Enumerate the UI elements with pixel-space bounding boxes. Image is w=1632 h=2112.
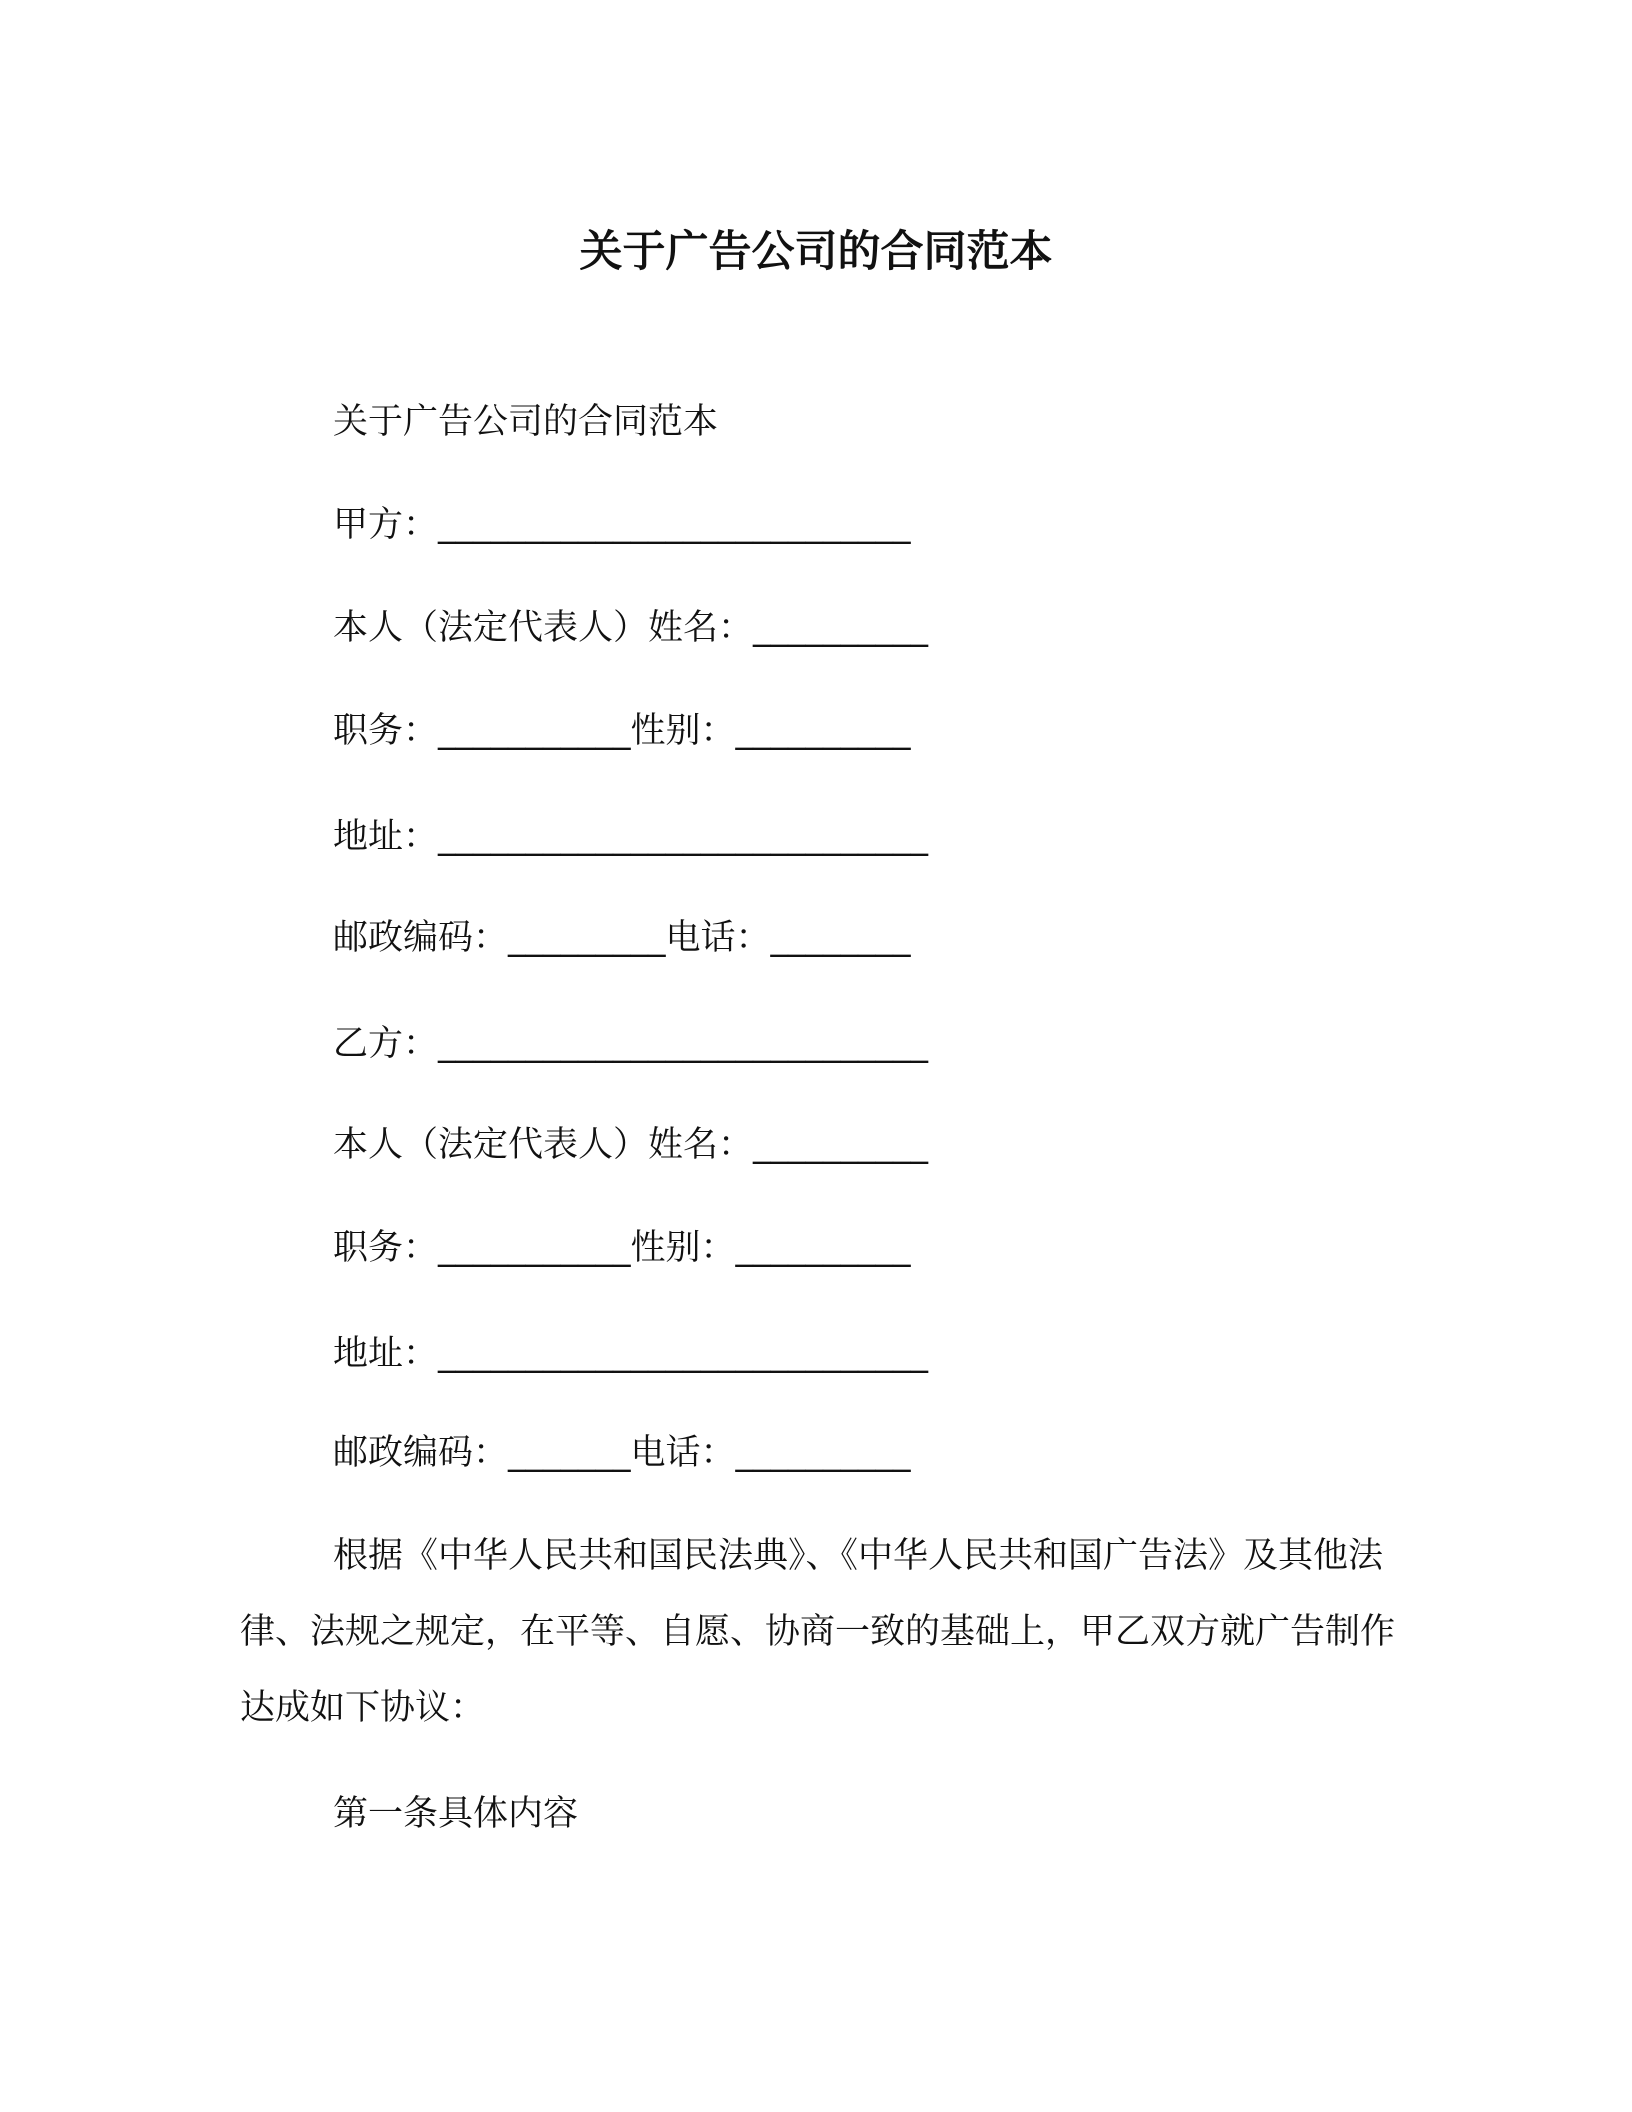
party-b-representative-line: 本人（法定代表人）姓名：__________ [333, 1125, 929, 1165]
party-a-address-line: 地址：____________________________ [333, 817, 929, 857]
article-1-heading: 第一条具体内容 [333, 1794, 579, 1834]
preamble-paragraph: 根据《中华人民共和国民法典》、《中华人民共和国广告法》及其他法律、法规之规定，在平等、自愿、协商一致的基础上，甲乙双方就广告制作达成如下协议： [240, 1536, 1396, 1728]
document-title: 关于广告公司的合同范本 [579, 227, 1053, 277]
party-a-position-gender-line: 职务：___________性别：__________ [333, 711, 911, 751]
party-a-representative-line: 本人（法定代表人）姓名：__________ [333, 608, 929, 648]
party-b-address-line: 地址：____________________________ [333, 1334, 929, 1374]
party-b-postcode-phone-line: 邮政编码：_______电话：__________ [333, 1433, 911, 1473]
party-a-name-line: 甲方：___________________________ [333, 505, 911, 545]
party-a-postcode-phone-line: 邮政编码：_________电话：________ [333, 918, 911, 958]
party-b-position-gender-line: 职务：___________性别：__________ [333, 1228, 911, 1268]
document-subtitle: 关于广告公司的合同范本 [333, 402, 719, 442]
party-b-name-line: 乙方：____________________________ [333, 1024, 929, 1064]
